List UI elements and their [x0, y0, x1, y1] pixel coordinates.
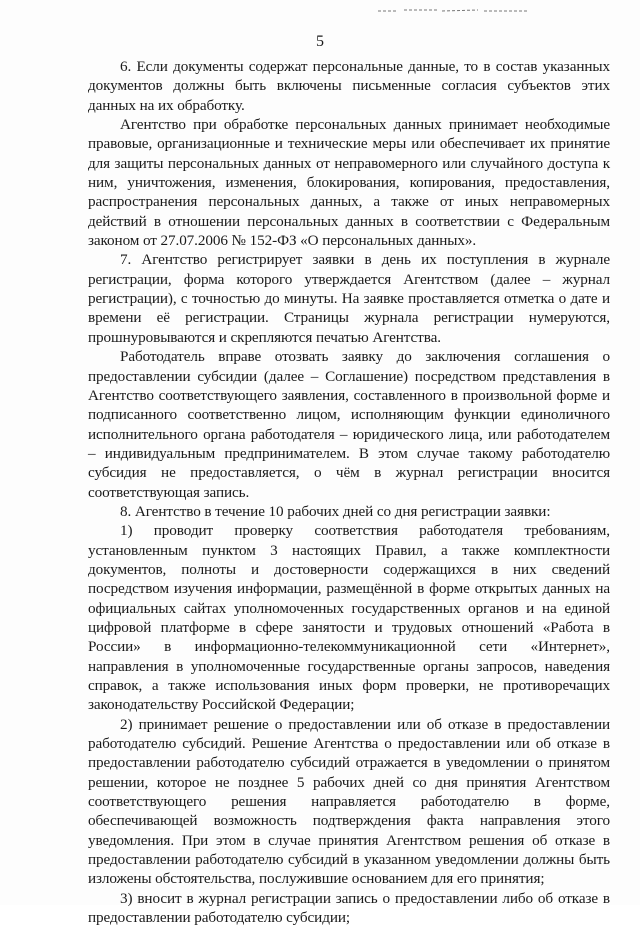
paragraph-8-item-3: 3) вносит в журнал регистрации запись о предоставлении либо об отказе в предоставлении работодателю субсидии;: [88, 889, 610, 927]
paragraph-withdrawal: Работодатель вправе отозвать заявку до заключения соглашения о предоставлении субсидии (далее – Соглашение) посредством представления в Агентство соответствующего заявления, составленного в произвольной форме и подписанного соответственно лицом, исполняющим функции единоличного исполнительного органа работодателя – юридического лица, или работодателем – индивидуальным предпринимателем. В этом случае такому работодателю субсидия не предоставляется, о чём в журнал регистрации вносится соответствующая запись.: [88, 348, 610, 501]
paragraph-8: 8. Агентство в течение 10 рабочих дней со дня регистрации заявки:: [120, 502, 551, 520]
paragraph-8-item-2: 2) принимает решение о предоставлении или об отказе в предоставлении работодателю субсидий. Решение Агентства о предоставлении или об отказе в предоставлении работодателю субсидий отражается в уведомлении о принятом решении, которое не позднее 5 рабочих дней со дня принятия Агентством соответствующего решения направляется работодателю в форме, обеспечивающей возможность подтверждения факта направления этого уведомления. При этом в случае принятия Агентством решения об отказе в предоставлении работодателю субсидий в указанном уведомлении должны быть изложены обстоятельства, послужившие основанием для его принятия;: [88, 715, 610, 888]
paragraph-6: 6. Если документы содержат персональные данные, то в состав указанных документов должны быть включены письменные согласия субъектов этих данных на их обработку.: [88, 58, 610, 114]
paragraph-8-item-1: 1) проводит проверку соответствия работодателя требованиям, установленным пунктом 3 настоящих Правил, а также комплектности документов, полноты и достоверности содержащихся в них сведений посредством изучения информации, размещённой в форме открытых данных на официальных сайтах уполномоченных государственных органов и на единой цифровой платформе в сфере занятости и трудовых отношений «Работа в России» в информационно-телекоммуникационной сети «Интернет», направления в уполномоченные государственные органы запросов, наведения справок, а также использования иных форм проверки, не противоречащих законодательству Российской Федерации;: [88, 522, 610, 714]
document-body: [88, 57, 610, 927]
page-number: 5: [316, 33, 324, 50]
paragraph-7: 7. Агентство регистрирует заявки в день их поступления в журнале регистрации, форма которого утверждается Агентством (далее – журнал регистрации), с точностью до минуты. На заявке проставляется отметка о дате и времени её регистрации. Страницы журнала регистрации нумеруются, прошнуровываются и скрепляются печатью Агентства.: [88, 251, 610, 346]
paragraph-personal-data-protection: Агентство при обработке персональных данных принимает необходимые правовые, организационные и технические меры или обеспечивает их принятие для защиты персональных данных от неправомерного или случайного доступа к ним, уничтожения, изменения, блокирования, копирования, предоставления, распространения персональных данных, а также от иных неправомерных действий в отношении персональных данных в соответствии с Федеральным законом от 27.07.2006 № 152-ФЗ «О персональных данных».: [88, 116, 610, 250]
scan-artifact-mark: [378, 8, 528, 13]
